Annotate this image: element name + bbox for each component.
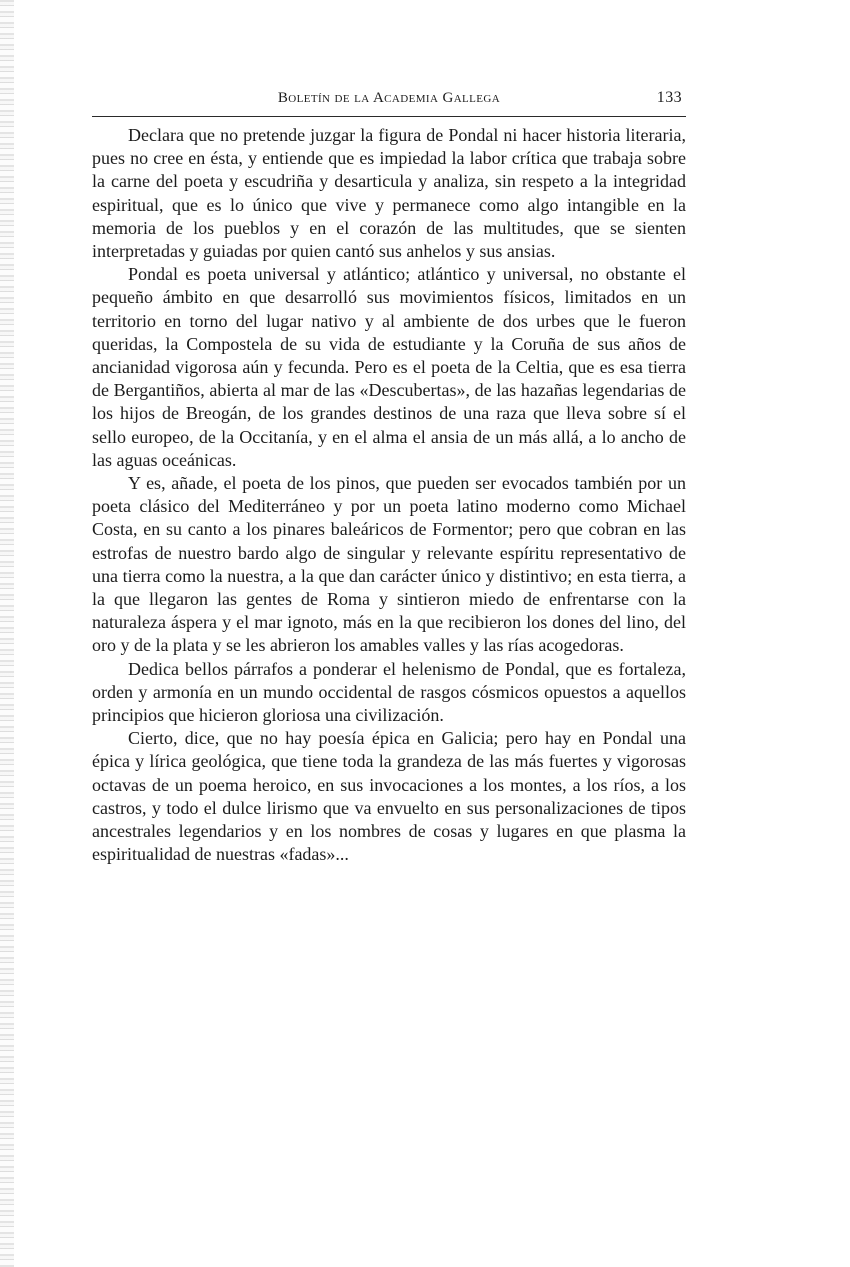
body-text	[92, 124, 686, 867]
page-header	[92, 84, 686, 117]
paragraph-5: Cierto, dice, que no hay poesía épica en Galicia; pero hay en Pondal una épica y lírica geológica, que tiene toda la grandeza de las más fuertes y vigorosas octavas de un poema heroico, en sus invocaciones a los montes, a los ríos, a los castros, y todo el dulce lirismo que va envuelto en sus personalizaciones de tipos ancestrales legendarios y en los nombres de cosas y lugares en que plasma la espiritualidad de nuestras «fadas»...	[92, 728, 686, 865]
paragraph-4: Dedica bellos párrafos a ponderar el helenismo de Pondal, que es fortaleza, orden y armonía en un mundo occidental de rasgos cósmicos opuestos a aquellos principios que hicieron gloriosa una civilización.	[92, 658, 686, 726]
paragraph-2: Pondal es poeta universal y atlántico; atlántico y universal, no obstante el pequeño ámbito en que desarrolló sus movimientos físicos, limitados en un territorio en torno del lugar nativo y al ambiente de dos urbes que le fueron queridas, la Compostela de su vida de estudiante y la Coruña de sus años de ancianidad vigorosa aún y fecunda. Pero es el poeta de la Celtia, que es esa tierra de Bergantiños, abierta al mar de las «Descubertas», de las hazañas legendarias de los hijos de Breogán, de los grandes destinos de una raza que lleva sobre sí el sello europeo, de la Occitanía, y en el alma el ansia de un más allá, a lo ancho de las aguas oceánicas.	[92, 264, 686, 470]
paragraph-3: Y es, añade, el poeta de los pinos, que pueden ser evocados también por un poeta clásico del Mediterráneo y por un poeta latino moderno como Michael Costa, en su canto a los pinares baleáricos de Formentor; pero que cobran en las estrofas de nuestro bardo algo de singular y relevante espíritu representativo de una tierra como la nuestra, a la que dan carácter único y distintivo; en esta tierra, a la que llegaron las gentes de Roma y sintieron miedo de enfrentarse con la naturaleza áspera y el mar ignoto, más en la que recibieron los dones del lino, del oro y de la plata y se les abrieron los amables valles y las rías acogedoras.	[92, 473, 686, 656]
scan-edge	[0, 0, 14, 1267]
running-title: Boletín de la Academia Gallega	[277, 90, 501, 106]
page-number: 133	[656, 89, 682, 106]
paragraph-1: Declara que no pretende juzgar la figura de Pondal ni hacer historia literaria, pues no cree en ésta, y entiende que es impiedad la labor crítica que trabaja sobre la carne del poeta y escudriña y desarticula y analiza, sin respeto a la integridad espiritual, que es lo único que vive y permanece como algo intangible en la memoria de los pueblos y en el corazón de las multitudes, que se sienten interpretadas y guiadas por quien cantó sus anhelos y sus ansias.	[92, 125, 686, 262]
book-page	[92, 84, 686, 867]
